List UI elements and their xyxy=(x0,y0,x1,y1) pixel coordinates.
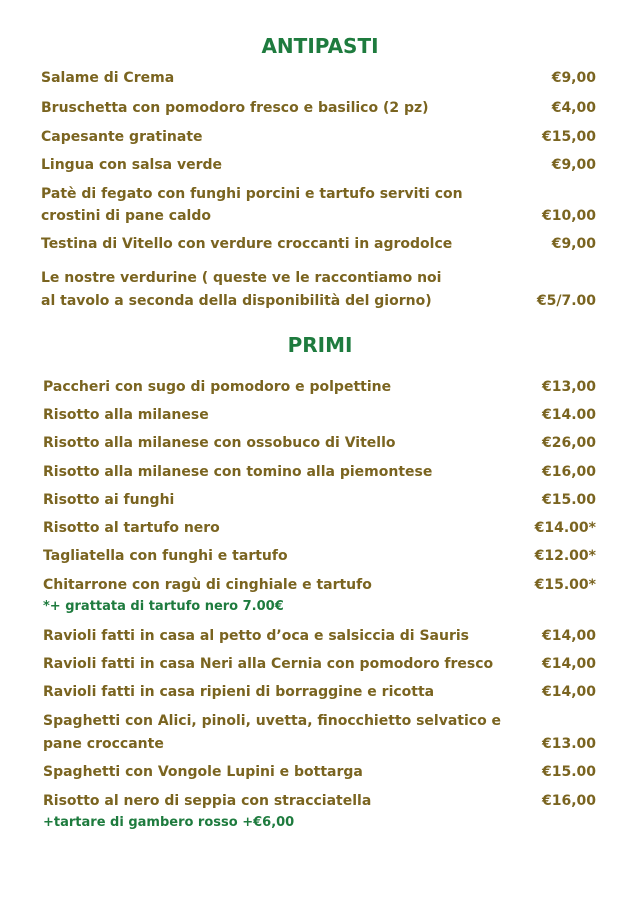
item-name-line1: Patè di fegato con funghi porcini e tartufo serviti con xyxy=(41,186,463,202)
item-price: €5/7.00 xyxy=(536,293,596,309)
item-name: Ravioli fatti in casa ripieni di borraggine e ricotta xyxy=(43,684,435,700)
item-name: Risotto alla milanese xyxy=(43,407,209,423)
primi-title: PRIMI xyxy=(287,333,353,357)
item-price: €14.00* xyxy=(534,520,596,536)
item-price: €14,00 xyxy=(541,628,596,644)
item-name: Bruschetta con pomodoro fresco e basilico (2 pz) xyxy=(41,100,429,116)
item-name: Risotto al tartufo nero xyxy=(43,520,220,536)
item-name: Ravioli fatti in casa Neri alla Cernia con pomodoro fresco xyxy=(43,656,494,672)
item-price: €14.00 xyxy=(541,407,596,423)
item-price: €10,00 xyxy=(541,208,596,224)
item-price: €13.00 xyxy=(541,736,596,752)
item-price: €16,00 xyxy=(541,793,596,809)
item-name: Spaghetti con Vongole Lupini e bottarga xyxy=(43,764,363,780)
item-price: €15.00 xyxy=(541,764,596,780)
item-name: Risotto alla milanese con tomino alla piemontese xyxy=(43,464,433,480)
item-name: Paccheri con sugo di pomodoro e polpettine xyxy=(43,379,392,395)
item-price: €9,00 xyxy=(551,236,596,252)
item-name: Risotto alla milanese con ossobuco di Vitello xyxy=(43,435,396,451)
item-name: Risotto al nero di seppia con stracciatella xyxy=(43,793,372,809)
item-price: €9,00 xyxy=(551,157,596,173)
item-name: Capesante gratinate xyxy=(41,129,203,145)
item-price: €14,00 xyxy=(541,656,596,672)
antipasti-title: ANTIPASTI xyxy=(261,34,379,58)
item-price: €14,00 xyxy=(541,684,596,700)
item-name-line2: pane croccante xyxy=(43,736,164,752)
item-name: Tagliatella con funghi e tartufo xyxy=(43,548,288,564)
item-name-line2: al tavolo a seconda della disponibilità del giorno) xyxy=(41,293,432,309)
item-name-line1: Spaghetti con Alici, pinoli, uvetta, finocchietto selvatico e xyxy=(43,713,502,729)
item-price: €9,00 xyxy=(551,70,596,86)
item-note: +tartare di gambero rosso +€6,00 xyxy=(43,815,295,830)
item-note: *+ grattata di tartufo nero 7.00€ xyxy=(43,599,284,614)
item-price: €15.00* xyxy=(534,577,596,593)
item-price: €12.00* xyxy=(534,548,596,564)
item-name-line1: Le nostre verdurine ( queste ve le raccontiamo noi xyxy=(41,270,442,286)
item-name: Testina di Vitello con verdure croccanti in agrodolce xyxy=(41,236,453,252)
item-price: €13,00 xyxy=(541,379,596,395)
item-name: Risotto ai funghi xyxy=(43,492,175,508)
item-price: €16,00 xyxy=(541,464,596,480)
item-price: €15,00 xyxy=(541,129,596,145)
item-name: Salame di Crema xyxy=(41,70,175,86)
item-name: Ravioli fatti in casa al petto d’oca e salsiccia di Sauris xyxy=(43,628,469,644)
item-name-line2: crostini di pane caldo xyxy=(41,208,211,224)
item-price: €26,00 xyxy=(541,435,596,451)
item-name: Lingua con salsa verde xyxy=(41,157,223,173)
item-price: €4,00 xyxy=(551,100,596,116)
item-price: €15.00 xyxy=(541,492,596,508)
item-name: Chitarrone con ragù di cinghiale e tartufo xyxy=(43,577,372,593)
